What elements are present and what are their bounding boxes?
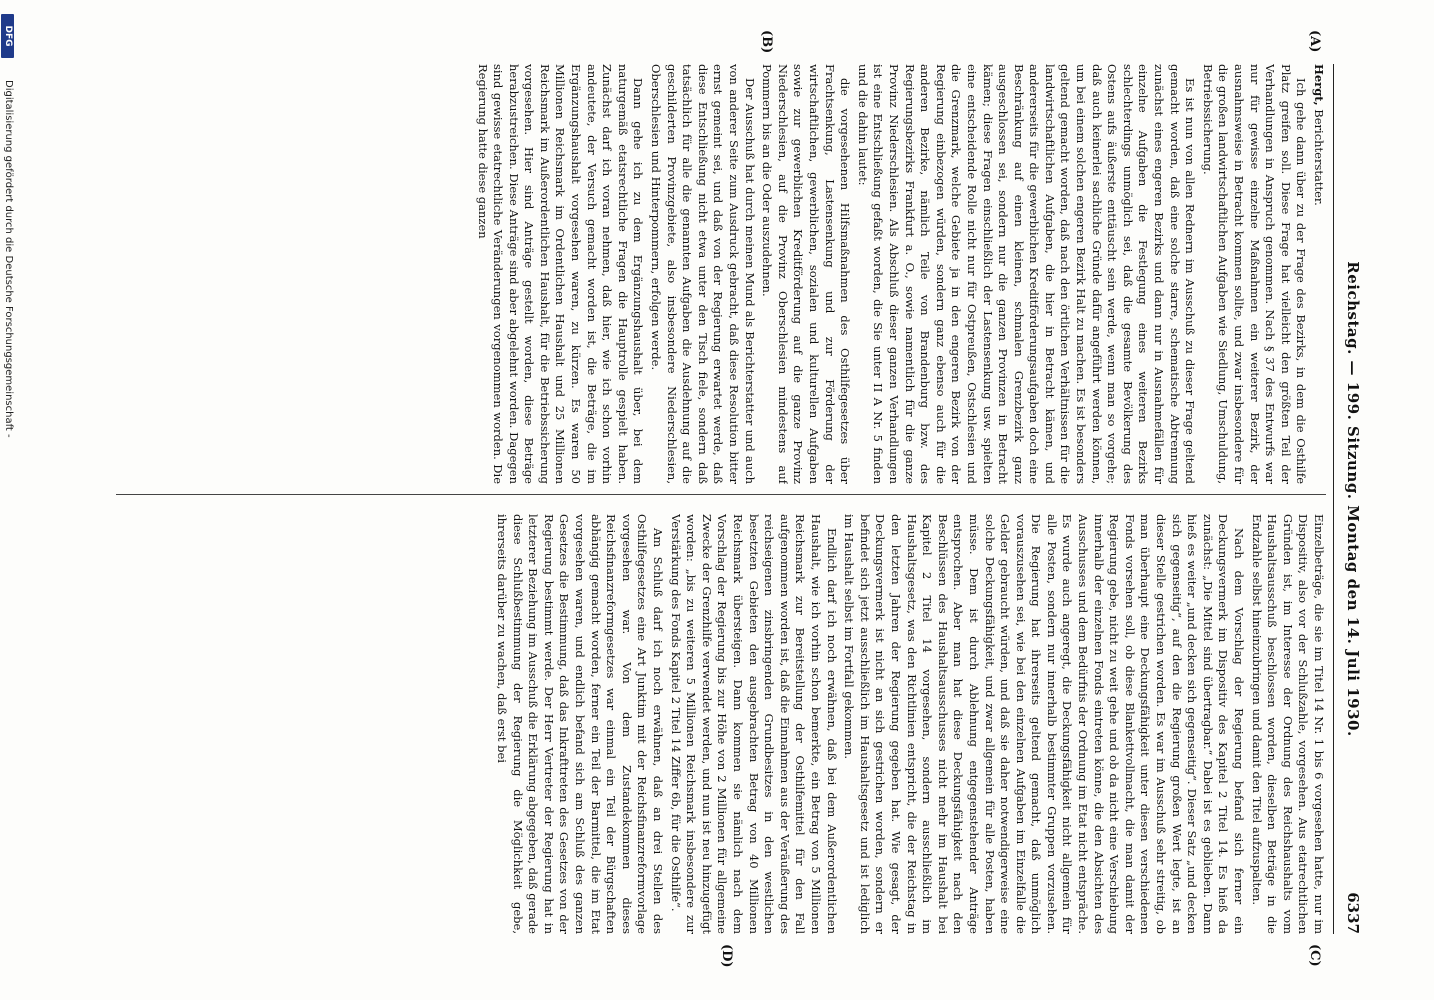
margin-marker-b: (B): [759, 30, 774, 54]
speaker-name: Hergt,: [1312, 64, 1326, 106]
page-footer: [0, 0, 14, 1000]
paragraph: Der Ausschuß hat durch meinen Mund als Berichterstatter und auch von anderer Seite zum Ausdruck gebracht, daß diese Resolution bitter ernst gemeint sei, und daß von der Regierung erwartet werde, daß diese Entschließung nicht etwa unter den Tisch fiele, sondern daß tatsächlich für alle die genannten Aufgaben die Ausdehnung auf die geschilderten Provinzgebiete, also insbesondere Niederschlesien, Oberschlesien und Hinterpommern, erfolgen werde.: [649, 64, 757, 484]
paragraph: Am Schluß darf ich noch erwähnen, daß an drei Stellen des Osthilfegesetzes eine Art Junktim mit der Reichsfinanzreformvorlage vorgesehen war. Von dem Zustandekommen dieses Reichsfinanzreformgesetzes war einmal ein Teil der Bürgschaften abhängig gemacht worden, ferner ein Teil der Barmittel, die im Etat vorgesehen waren, und endlich befand sich am Schluß des ganzen Gesetzes die Bestimmung, daß das Inkrafttreten des Gesetzes von der Regierung bestimmt werde. Der Herr Vertreter der Regierung hat in letzterer Beziehung im Ausschuß die Erklärung abgegeben, daß gerade diese Schlußbestimmung der Regierung die Möglichkeit gebe, ihrerseits darüber zu wachen, daß erst bei: [495, 514, 666, 934]
margin-marker-d: (D): [719, 944, 734, 968]
speaker-line: [1310, 64, 1326, 484]
paragraph: Einzelbeträge, die sie im Titel 14 Nr. 1 bis 6 vorgesehen hatte, nur im Dispositiv, also vor der Schlußzahle, vorgesehen. Aus etatrechtlichen Gründen ist, im Interesse der Ordnung des Reichshaushalts vom Haushaltsausschuß beschlossen worden, dieselben Beträge in die Endzahle selbst hineinzubringen und damit den Titel aufzuspalten.: [1249, 514, 1326, 934]
paragraph: Dann gehe ich zu dem Ergänzungshaushalt über, bei dem naturgemäß etatsrechtliche Fragen die Hauptrolle gespielt haben. Zunächst darf ich voran nehmen, daß hier, wie ich schon vorhin andeutete, der Versuch gemacht worden ist, die Beträge, die im Ergänzungshaushalt vorgesehen waren, zu kürzen. Es waren 50 Millionen Reichsmark im Ordentlichen Haushalt und 25 Millionen Reichsmark im Außerordentlichen Haushalt, für die Betriebssicherung vorgesehen. Hier sind Anträge gestellt worden, diese Beträge herabzustreichen. Diese Anträge sind aber abgelehnt worden. Dagegen sind gewisse etatrechtliche Veränderungen vorgenommen worden. Die Regierung hatte diese ganzen: [475, 64, 646, 484]
running-title: Reichstag. — 199. Sitzung. Montag den 14. Juli 1930.: [1344, 261, 1362, 737]
paragraph: Endlich darf ich noch erwähnen, daß bei dem Außerordentlichen Haushalt, wie ich vorhin schon bemerkte, ein Betrag von 5 Millionen Reichsmark zur Bereitstellung der Osthilfemittel für den Fall aufgenommen worden ist, daß die Einnahmen aus der Veräußerung des reichseigenen zinsbringenden Grundbesitzes in den westlichen besetzten Gebieten den ausgebrachten Betrag von 40 Millionen Reichsmark übersteigen. Dann kommen sie nämlich nach dem Vorschlag der Regierung bis zur Höhe von 2 Millionen für allgemeine Zwecke der Grenzhilfe verwendet werden, und nun ist neu hinzugefügt worden: „bis zu weiteren 5 Millionen Reichsmark insbesondere zur Verstärkung des Fonds Kapitel 2 Titel 14 Ziffer 6b, für die Osthilfe“.: [668, 514, 839, 934]
dfg-logo: DFG: [1, 14, 14, 58]
header-rule: [1333, 64, 1334, 934]
right-column: [116, 514, 1326, 934]
margin-marker-c: (C): [1307, 944, 1322, 967]
speaker-role: Berichterstatter.: [1312, 109, 1326, 206]
page-number: 6337: [1344, 892, 1362, 934]
paragraph: Ich gehe dann über zu der Frage des Bezirks, in dem die Osthilfe Platz greifen soll. Diese Frage hat vielleicht den größten Teil der Verhandlungen in Anspruch genommen. Nach § 37 des Entwurfs war nur für gewisse einzelne Maßnahmen ein weiterer Bezirk, der ausnahmsweise in Betracht kommen sollte, und zwar insbesondere für die großen landwirtschaftlichen Aufgaben wie Siedlung, Umschuldung, Betriebssicherung.: [1200, 64, 1309, 484]
digitization-credit: Digitalisierung gefördert durch die Deutsche Forschungsgemeinschaft -: [3, 80, 14, 438]
paragraph: Es ist nun von allen Rednern im Ausschuß zu dieser Frage geltend gemacht worden, daß eine solche starre, schematische Abtrennung zunächst eines engeren Bezirks und dann nur in Ausnahmefällen für einzelne Aufgaben die Festlegung eines weiteren Bezirks schlechterdings unmöglich sei, daß die gesamte Bevölkerung des Ostens aufs äußerste enttäuscht sein werde, wenn man so vorgehe; daß auch keinerlei sachliche Gründe dafür angeführt werden können, um bei einem solchen engeren Bezirk Halt zu machen. Es ist besonders geltend gemacht worden, daß nach den örtlichen Verhältnissen für die landwirtschaftlichen Aufgaben, die hier in Betracht kämen, und andererseits für die gewerblichen Kreditförderungsaufgaben doch eine Beschränkung auf einen kleinen, schmalen Grenzbezirk ganz ausgeschlossen sei, sondern nur die ganzen Provinzen in Betracht kämen; diese Fragen einschließlich der Lastensenkung usw. spielten eine entscheidende Rolle nicht nur für Ostpreußen, Ostschlesien und die Grenzmark, welche Gebiete ja in den engeren Bezirk von der Regierung einbezogen würden, sondern ganz ebenso auch für die anderen Bezirke, nämlich Teile von Brandenburg bzw. des Regierungsbezirks Frankfurt a. O., sowie namentlich für die ganze Provinz Niederschlesien. Als Abschluß dieser ganzen Verhandlungen ist eine Entschließung gefaßt worden, die Sie unter II A Nr. 5 finden und die dahin lautet:: [855, 64, 1198, 484]
paragraph: Nach dem Vorschlag der Regierung befand sich ferner ein Deckungsvermerk im Dispositiv des Kapitel 2 Titel 14. Es hieß da zunächst: „Die Mittel sind übertragbar.“ Dabei ist es geblieben. Dann hieß es weiter „und decken sich gegenseitig“. Dieser Satz „und decken sich gegenseitig“, auf den die Regierung großen Wert legte, ist an dieser Stelle gestrichen worden. Es war im Ausschuß sehr streitig, ob man überhaupt eine Deckungsfähigkeit unter diesen verschiedenen Fonds vorsehen soll, ob diese Blankettvollmacht, die man damit der Regierung gebe, nicht zu weit gehe und ob da nicht eine Verschiebung innerhalb der einzelnen Fonds eintreten könne, die den Absichten des Ausschusses und dem Bedürfnis der Ordnung im Etat nicht entspräche. Es wurde auch angeregt, die Deckungsfähigkeit nicht allgemein für alle Posten, sondern nur innerhalb bestimmter Gruppen vorzusehen. Die Regierung hat ihrerseits geltend gemacht, daß unmöglich vorauszusehen sei, wie bei den einzelnen Aufgaben im Einzelfalle die Gelder gebraucht würden, und daß sie daher notwendigerweise eine solche Deckungsfähigkeit, und zwar allgemein für alle Posten, haben müsse. Dem ist durch Ablehnung entgegenstehender Anträge entsprochen. Aber man hat diese Deckungsfähigkeit nach den Beschlüssen des Haushaltsausschusses nicht mehr im Haushalt bei Kapitel 2 Titel 14 vorgesehen, sondern ausschließlich im Haushaltsgesetz, was den Richtlinien entspricht, die der Reichstag in den letzten Jahren der Regierung gegeben hat. Wie gesagt, der Deckungsvermerk ist nicht an sich gestrichen worden, sondern er befindet sich jetzt ausschließlich im Haushaltsgesetz und ist lediglich im Haushalt selbst im Fortfall gekommen.: [842, 514, 1247, 934]
left-column: [116, 64, 1326, 484]
page-header: [1338, 64, 1362, 934]
margin-marker-a: (A): [1307, 30, 1322, 53]
column-divider: [116, 494, 1326, 495]
paragraph: die vorgesehenen Hilfsmaßnahmen des Osthilfegesetzes über Frachtsenkung, Lastensenkung und zur Förderung der wirtschaftlichen, gewerblichen, sozialen und kulturellen Aufgaben sowie zur gewerblichen Kreditförderung auf die ganze Provinz Niederschlesien, auf die Provinz Oberschlesien mindestens auf Pommern bis an die Oder auszudehnen.: [760, 64, 853, 484]
